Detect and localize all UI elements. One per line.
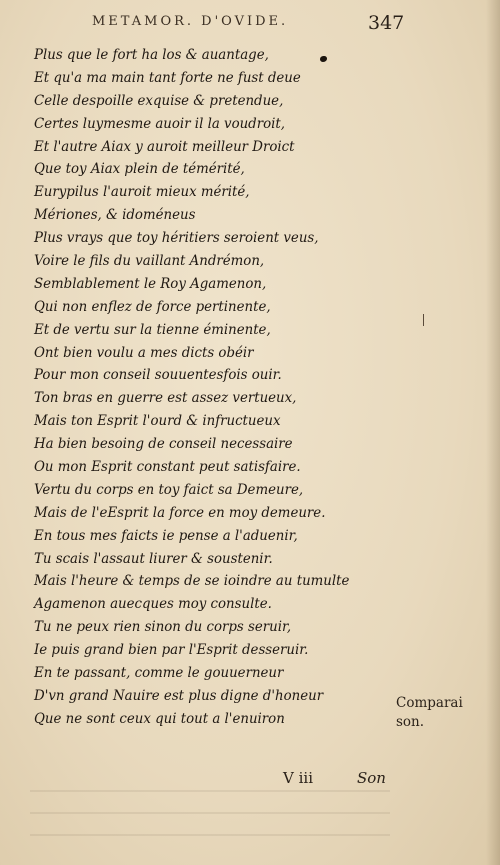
verse-line: Que toy Aiax plein de témérité,: [34, 161, 245, 178]
verse-line: Qui non enflez de force pertinente,: [34, 298, 271, 315]
verse-line: Ha bien besoing de conseil necessaire: [34, 436, 293, 453]
verse-line: Et de vertu sur la tienne éminente,: [34, 321, 271, 338]
verse-line: En tous mes faicts ie pense a l'aduenir,: [34, 527, 298, 544]
verse-line: Ou mon Esprit constant peut satisfaire.: [34, 459, 301, 476]
show-through-texture: [30, 790, 390, 850]
verse-line: Tu ne peux rien sinon du corps seruir,: [34, 619, 292, 636]
verse-line: Vertu du corps en toy faict sa Demeure,: [34, 481, 304, 498]
page-edge-shadow: [486, 0, 500, 865]
verse-line: Ton bras en guerre est assez vertueux,: [34, 390, 297, 407]
verse-line: Que ne sont ceux qui tout a l'enuiron: [34, 710, 285, 727]
catchword: Son: [357, 769, 386, 787]
verse-line: Voire le fils du vaillant Andrémon,: [34, 253, 265, 270]
verse-line: En te passant, comme le gouuerneur: [34, 665, 284, 682]
verse-line: Ie puis grand bien par l'Esprit desseruir.: [34, 642, 309, 659]
verse-line: D'vn grand Nauire est plus digne d'honeur: [34, 687, 324, 704]
marginal-note: [396, 694, 476, 732]
verse-line: Celle despoille exquise & pretendue,: [34, 92, 284, 109]
verse-line: Et l'autre Aiax y auroit meilleur Droict: [34, 138, 295, 155]
verse-line: Mais ton Esprit l'ourd & infructueux: [34, 413, 281, 430]
verse-line: Certes luymesme auoir il la voudroit,: [34, 115, 285, 132]
marginal-note-line: Comparai: [396, 695, 463, 711]
signature-mark: V iii: [283, 769, 313, 787]
verse-line: Et qu'a ma main tant forte ne fust deue: [34, 69, 301, 86]
verse-line: Mais de l'eEsprit la force en moy demeure.: [34, 504, 326, 521]
verse-line: Plus que le fort ha los & auantage,: [34, 47, 269, 63]
margin-ink-mark: [423, 314, 424, 326]
verse-line: Semblablement le Roy Agamenon,: [34, 275, 267, 292]
verse-line: Mais l'heure & temps de se ioindre au tumulte: [34, 573, 350, 590]
page-number: 347: [368, 12, 405, 34]
verse-line: Ont bien voulu a mes dicts obéir: [34, 344, 254, 361]
verse-line: Mériones, & idoméneus: [34, 207, 196, 224]
verse-line: Eurypilus l'auroit mieux mérité,: [34, 184, 250, 201]
verse-line: Plus vrays que toy héritiers seroient veus,: [34, 230, 319, 247]
verse-line: Tu scais l'assaut liurer & soustenir.: [34, 550, 273, 567]
marginal-note-line: son.: [396, 714, 425, 730]
running-head: METAMOR. D'OVIDE.: [92, 14, 289, 29]
verse-text: [34, 44, 384, 731]
verse-line: Pour mon conseil souuentesfois ouir.: [34, 367, 282, 384]
verse-line: Agamenon auecques moy consulte.: [34, 596, 272, 613]
